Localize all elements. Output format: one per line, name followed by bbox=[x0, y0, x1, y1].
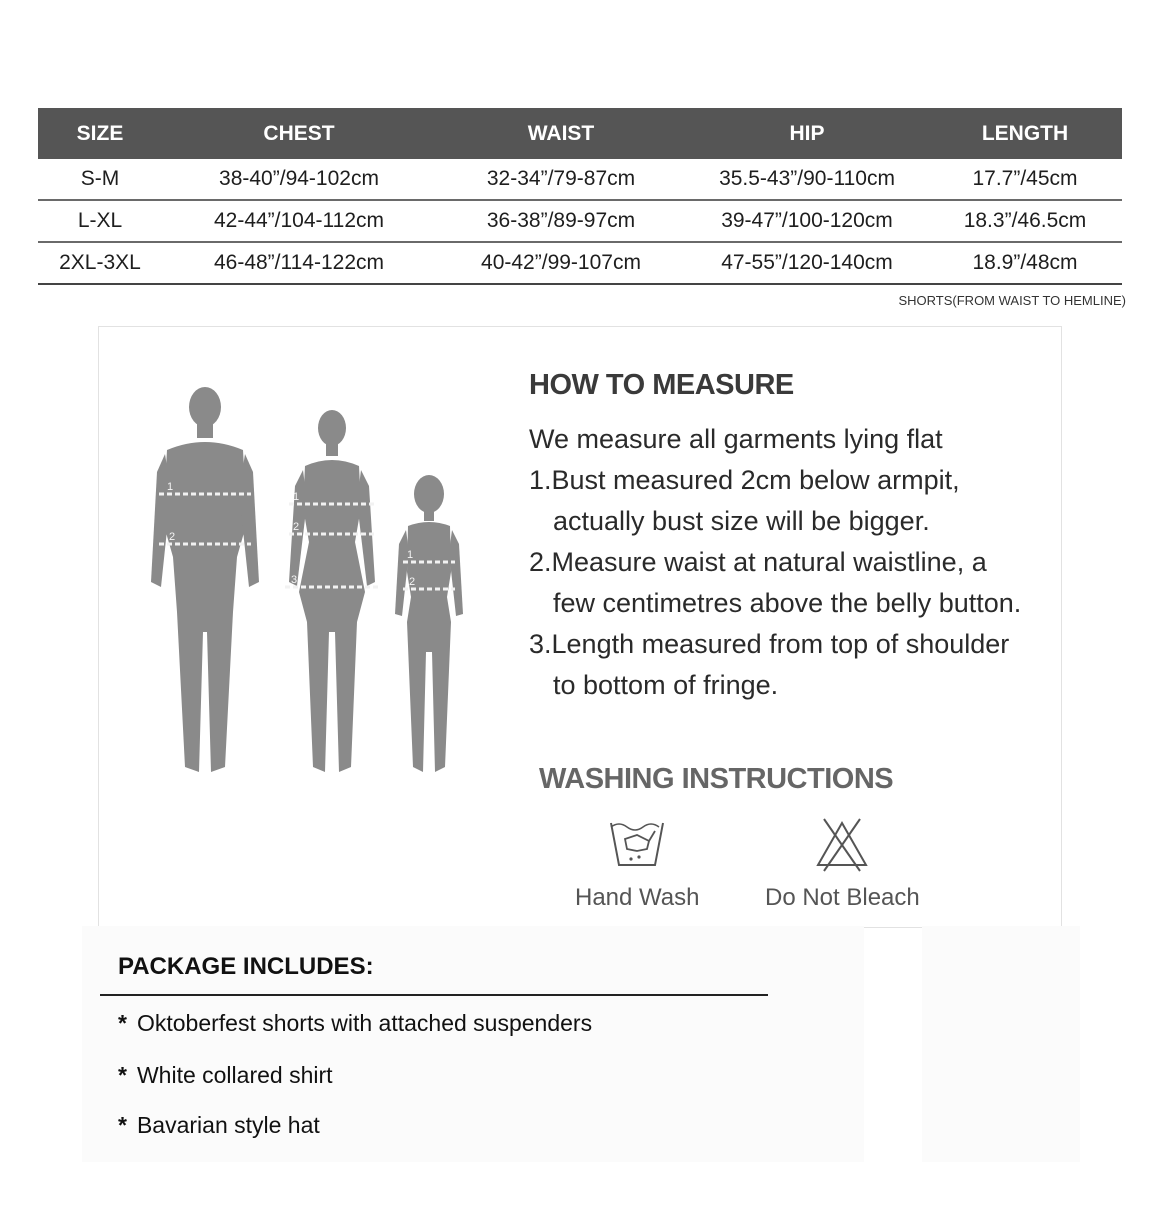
bullet-star: * bbox=[118, 1010, 127, 1036]
wash-label: Do Not Bleach bbox=[765, 884, 920, 911]
measure-line: We measure all garments lying flat bbox=[529, 424, 943, 454]
cell-chest: 46-48”/114-122cm bbox=[213, 251, 385, 274]
table-row bbox=[38, 159, 1122, 201]
package-item bbox=[118, 1062, 333, 1089]
cell-length: 18.3”/46.5cm bbox=[963, 209, 1087, 232]
cell-waist: 40-42”/99-107cm bbox=[481, 251, 641, 274]
bullet-star: * bbox=[118, 1112, 127, 1138]
cell-size: L-XL bbox=[77, 209, 123, 232]
cell-chest: 38-40”/94-102cm bbox=[219, 167, 379, 190]
table-footnote: SHORTS(FROM WAIST TO HEMLINE) bbox=[898, 293, 1126, 308]
cell-waist: 36-38”/89-97cm bbox=[486, 209, 636, 232]
measure-label: 3 bbox=[291, 574, 298, 586]
measure-label: 2 bbox=[293, 521, 300, 533]
table-header bbox=[38, 108, 1122, 159]
cell-size: S-M bbox=[80, 167, 120, 190]
wash-label: Hand Wash bbox=[575, 884, 700, 911]
child-figure bbox=[395, 475, 463, 772]
cell-length: 17.7”/45cm bbox=[972, 167, 1078, 190]
washing-instructions-title: WASHING INSTRUCTIONS bbox=[539, 763, 894, 795]
how-to-measure-text bbox=[529, 419, 1021, 706]
header-waist: WAIST bbox=[527, 121, 595, 145]
bullet-star: * bbox=[118, 1062, 127, 1088]
man-figure bbox=[151, 387, 259, 772]
cell-chest: 42-44”/104-112cm bbox=[213, 209, 385, 232]
measure-line: 3.Length measured from top of shoulder bbox=[529, 629, 1010, 659]
cell-hip: 47-55”/120-140cm bbox=[721, 251, 893, 274]
wash-item-hand-wash bbox=[575, 817, 700, 912]
table-row bbox=[38, 201, 1122, 243]
package-item-label: White collared shirt bbox=[136, 1062, 333, 1088]
header-hip: HIP bbox=[789, 121, 825, 145]
measure-line: few centimetres above the belly button. bbox=[553, 588, 1022, 618]
body-figures-illustration bbox=[129, 382, 469, 842]
cell-size: 2XL-3XL bbox=[59, 251, 141, 274]
package-includes-title: PACKAGE INCLUDES: bbox=[118, 953, 374, 980]
measure-line: actually bust size will be bigger. bbox=[553, 506, 930, 536]
package-item bbox=[118, 1010, 592, 1037]
header-size: SIZE bbox=[76, 121, 124, 145]
cell-hip: 35.5-43”/90-110cm bbox=[719, 167, 895, 190]
hand-wash-icon bbox=[607, 817, 667, 873]
measure-label: 1 bbox=[167, 481, 174, 493]
header-chest: CHEST bbox=[263, 121, 335, 145]
measure-line: 1.Bust measured 2cm below armpit, bbox=[529, 465, 960, 495]
measure-label: 2 bbox=[409, 576, 416, 588]
package-item-label: Oktoberfest shorts with attached suspenders bbox=[136, 1010, 593, 1036]
measure-label: 1 bbox=[293, 491, 300, 503]
cell-waist: 32-34”/79-87cm bbox=[486, 167, 636, 190]
package-divider bbox=[100, 994, 768, 996]
cell-hip: 39-47”/100-120cm bbox=[721, 209, 893, 232]
package-item-label: Bavarian style hat bbox=[136, 1112, 320, 1138]
package-item bbox=[118, 1112, 320, 1139]
measure-label: 1 bbox=[407, 549, 414, 561]
woman-figure bbox=[289, 410, 375, 772]
package-background-right bbox=[922, 926, 1080, 1162]
measure-label: 2 bbox=[169, 531, 176, 543]
measure-line: to bottom of fringe. bbox=[553, 670, 779, 700]
wash-item-do-not-bleach bbox=[765, 817, 920, 912]
do-not-bleach-icon bbox=[812, 817, 872, 873]
cell-length: 18.9”/48cm bbox=[972, 251, 1078, 274]
table-row bbox=[38, 243, 1122, 285]
size-chart-table bbox=[38, 108, 1122, 285]
measure-panel bbox=[98, 326, 1062, 928]
header-length: LENGTH bbox=[981, 121, 1069, 145]
how-to-measure-title: HOW TO MEASURE bbox=[529, 369, 794, 401]
measure-line: 2.Measure waist at natural waistline, a bbox=[529, 547, 987, 577]
